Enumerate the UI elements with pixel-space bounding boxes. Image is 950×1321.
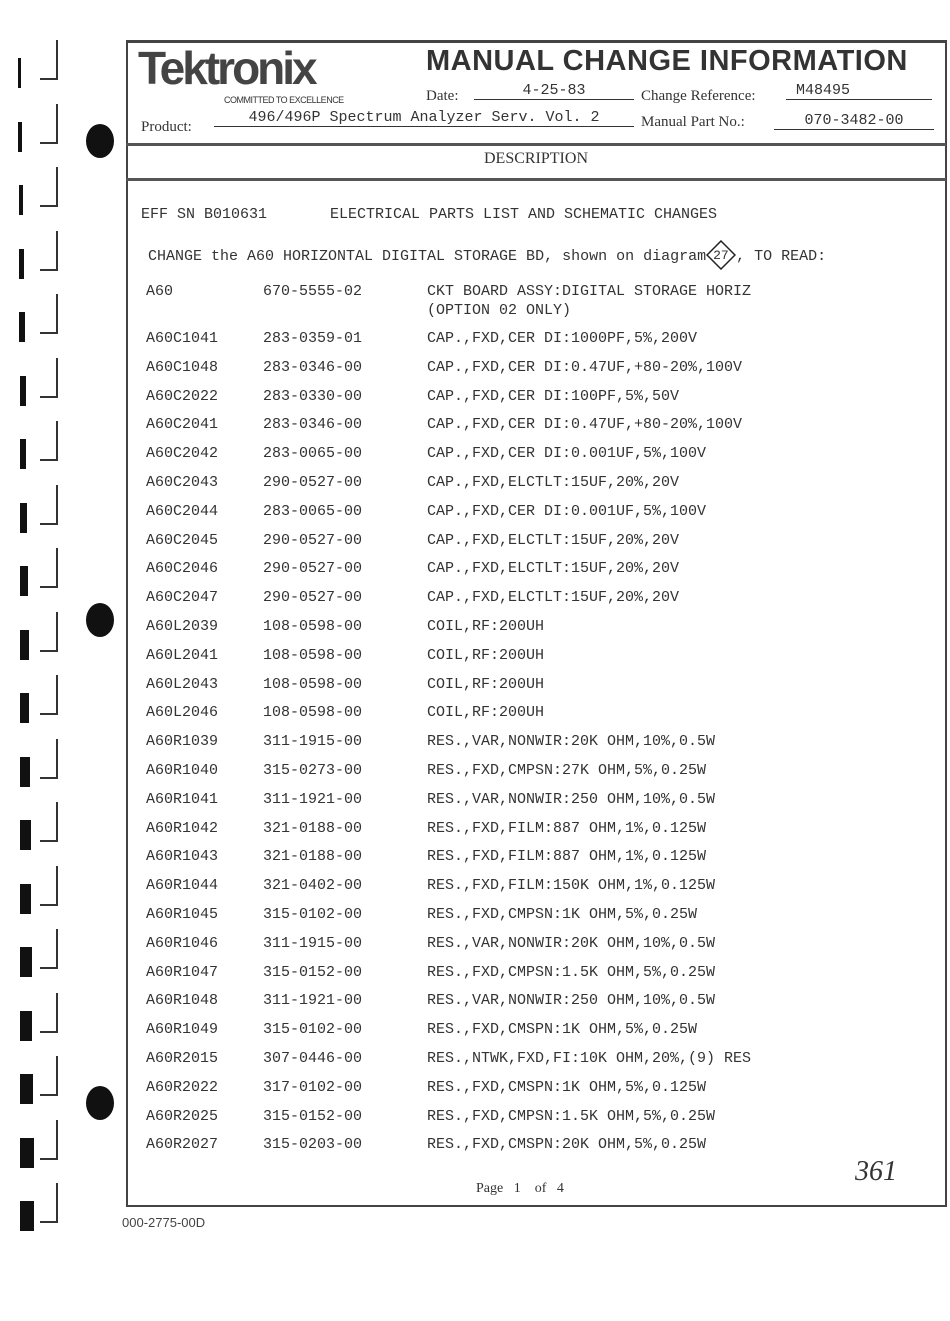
binder-ring <box>18 58 21 88</box>
part-number: 108-0598-00 <box>263 704 363 722</box>
binder-ring <box>20 693 29 723</box>
ref: A60 <box>146 283 174 300</box>
binder-ring <box>20 503 27 533</box>
ref: A60C2044 <box>146 502 219 520</box>
binder-ring <box>40 1221 56 1223</box>
ref: A60C2043 <box>146 474 219 491</box>
ref: A60L2046 <box>146 704 219 722</box>
page-title: MANUAL CHANGE INFORMATION <box>426 45 908 77</box>
binder-ring <box>19 185 23 215</box>
eff-sn: EFF SN B010631 <box>141 206 268 223</box>
ref: A60C2047 <box>146 589 219 607</box>
handwritten-note: 361 <box>855 1156 897 1187</box>
part-number: 290-0527-00 <box>263 560 363 578</box>
ref: A60C1048 <box>146 358 219 376</box>
part-number: 315-0152-00 <box>263 1107 363 1125</box>
ref: A60R2022 <box>146 1078 219 1096</box>
binder-ring <box>40 1158 56 1160</box>
binder-ring <box>56 993 58 1033</box>
binder-ring <box>40 777 56 779</box>
part-number: 108-0598-00 <box>263 675 363 693</box>
part-number: 290-0527-00 <box>263 589 363 607</box>
binder-ring <box>56 548 58 588</box>
date-label: Date: <box>426 88 459 104</box>
change-text: CHANGE the A60 HORIZONTAL DIGITAL STORAGE BD, shown on diagram <box>148 247 707 265</box>
description: RES.,VAR,NONWIR:20K OHM,10%,0.5W <box>427 733 716 751</box>
part-number: 321-0188-00 <box>263 848 363 866</box>
divider <box>126 178 946 181</box>
binder-ring <box>56 802 58 842</box>
ref: A60R1047 <box>146 963 219 981</box>
ref: A60L2041 <box>146 646 219 664</box>
binder-ring <box>40 523 56 525</box>
description: CAP.,FXD,ELCTLT:15UF,20%,20V <box>427 531 680 549</box>
description: CKT BOARD ASSY:DIGITAL STORAGE HORIZ <box>427 283 752 300</box>
description-note: (OPTION 02 ONLY) <box>427 302 572 319</box>
description: CAP.,FXD,CER DI:0.001UF,5%,100V <box>427 445 707 463</box>
binder-ring <box>40 713 56 715</box>
binder-ring <box>20 947 31 977</box>
description: RES.,FXD,CMSPN:1K OHM,5%,0.25W <box>427 1021 698 1039</box>
ref: A60R1042 <box>146 819 219 837</box>
form-number: 000-2775-00D <box>122 1215 206 1230</box>
description: CAP.,FXD,CER DI:100PF,5%,50V <box>427 387 680 405</box>
description: COIL,RF:200UH <box>427 618 545 635</box>
binder-ring <box>56 612 58 652</box>
binder-ring <box>56 167 58 207</box>
part-number: 315-0203-00 <box>263 1136 363 1154</box>
part-number: 108-0598-00 <box>263 646 363 664</box>
section-title: ELECTRICAL PARTS LIST AND SCHEMATIC CHANGES <box>330 206 718 223</box>
binder-ring <box>56 421 58 461</box>
binder-ring <box>56 1183 58 1223</box>
binder-ring <box>20 1074 33 1104</box>
description: CAP.,FXD,CER DI:0.47UF,+80-20%,100V <box>427 416 743 434</box>
binder-ring <box>56 485 58 525</box>
binder-ring <box>40 904 56 906</box>
part-number: 290-0527-00 <box>263 474 363 491</box>
description: RES.,FXD,CMPSN:1K OHM,5%,0.25W <box>427 906 698 923</box>
part-number: 321-0402-00 <box>263 877 363 895</box>
change-ref-field: M48495 <box>786 82 932 100</box>
ref: A60C1041 <box>146 330 219 347</box>
description: CAP.,FXD,ELCTLT:15UF,20%,20V <box>427 474 680 491</box>
product-label: Product: <box>141 119 192 135</box>
ref: A60R2015 <box>146 1050 219 1067</box>
description: CAP.,FXD,ELCTLT:15UF,20%,20V <box>427 560 680 578</box>
description: COIL,RF:200UH <box>427 675 545 693</box>
binder-ring <box>20 376 26 406</box>
description: RES.,VAR,NONWIR:250 OHM,10%,0.5W <box>427 992 716 1010</box>
description: RES.,FXD,CMPSN:1.5K OHM,5%,0.25W <box>427 1107 716 1125</box>
binder-ring <box>20 1201 34 1231</box>
punch-hole <box>86 124 114 158</box>
part-number: 311-1915-00 <box>263 934 363 952</box>
diagram-number: 27 <box>713 248 729 263</box>
part-number: 315-0102-00 <box>263 1021 363 1039</box>
ref: A60R1041 <box>146 790 219 808</box>
part-number: 311-1921-00 <box>263 992 363 1010</box>
binder-ring <box>56 929 58 969</box>
ref: A60R2027 <box>146 1136 219 1154</box>
part-number: 283-0065-00 <box>263 445 363 463</box>
part-number: 283-0359-01 <box>263 330 363 347</box>
binder-ring <box>56 294 58 334</box>
description: RES.,FXD,CMPSN:1.5K OHM,5%,0.25W <box>427 963 716 981</box>
description: CAP.,FXD,CER DI:1000PF,5%,200V <box>427 330 698 347</box>
change-text-end: , TO READ: <box>736 247 827 265</box>
page-label: Page <box>476 1181 504 1196</box>
part-number: 317-0102-00 <box>263 1078 363 1096</box>
description: COIL,RF:200UH <box>427 704 545 722</box>
binder-ring <box>18 122 22 152</box>
binder-ring <box>56 231 58 271</box>
ref: A60R1040 <box>146 762 219 779</box>
binder-ring <box>56 866 58 906</box>
ref: A60R1045 <box>146 906 219 923</box>
part-number: 283-0346-00 <box>263 358 363 376</box>
change-instruction <box>148 246 826 266</box>
binder-ring <box>20 439 27 469</box>
binder-ring <box>40 650 56 652</box>
part-number: 315-0273-00 <box>263 762 363 779</box>
description: CAP.,FXD,CER DI:0.001UF,5%,100V <box>427 502 707 520</box>
page-indicator <box>476 1181 564 1197</box>
binder-ring <box>20 820 30 850</box>
description: RES.,NTWK,FXD,FI:10K OHM,20%,(9) RES <box>427 1050 752 1067</box>
binder-ring <box>40 840 56 842</box>
part-number: 321-0188-00 <box>263 819 363 837</box>
ref: A60C2045 <box>146 531 219 549</box>
ref: A60C2041 <box>146 416 219 434</box>
description: RES.,FXD,FILM:887 OHM,1%,0.125W <box>427 819 707 837</box>
part-number: 290-0527-00 <box>263 531 363 549</box>
punch-hole <box>86 1086 114 1120</box>
binder-ring <box>56 1120 58 1160</box>
description: CAP.,FXD,CER DI:0.47UF,+80-20%,100V <box>427 358 743 376</box>
divider <box>126 143 946 146</box>
ref: A60R1046 <box>146 934 219 952</box>
binder-ring <box>56 1056 58 1096</box>
binder-ring <box>56 358 58 398</box>
binder-ring <box>20 1011 32 1041</box>
part-number: 307-0446-00 <box>263 1050 363 1067</box>
page-total: 4 <box>556 1181 564 1196</box>
part-number: 283-0330-00 <box>263 387 363 405</box>
binder-ring <box>20 566 28 596</box>
ref: A60R2025 <box>146 1107 219 1125</box>
description: RES.,FXD,CMSPN:20K OHM,5%,0.25W <box>427 1136 707 1154</box>
description: RES.,FXD,CMSPN:1K OHM,5%,0.125W <box>427 1078 707 1096</box>
description: CAP.,FXD,ELCTLT:15UF,20%,20V <box>427 589 680 607</box>
part-number: 311-1915-00 <box>263 733 363 751</box>
binder-ring <box>40 1094 56 1096</box>
binder-ring <box>40 967 56 969</box>
binder-ring <box>20 757 30 787</box>
diagram-badge <box>706 246 736 266</box>
ref: A60L2043 <box>146 675 219 693</box>
part-number: 670-5555-02 <box>263 283 363 300</box>
part-no-label: Manual Part No.: <box>641 114 745 130</box>
binder-ring <box>40 332 56 334</box>
part-no-field: 070-3482-00 <box>774 112 934 130</box>
ref: A60R1044 <box>146 877 219 895</box>
ref: A60C2042 <box>146 445 219 463</box>
part-number: 283-0065-00 <box>263 502 363 520</box>
binder-ring <box>20 630 28 660</box>
part-number: 311-1921-00 <box>263 790 363 808</box>
binder-ring <box>19 312 24 342</box>
of-label: of <box>534 1181 547 1196</box>
ref: A60R1043 <box>146 848 219 866</box>
binder-ring <box>20 884 31 914</box>
binder-ring <box>56 675 58 715</box>
description: RES.,VAR,NONWIR:20K OHM,10%,0.5W <box>427 934 716 952</box>
part-number: 315-0152-00 <box>263 963 363 981</box>
ref: A60R1049 <box>146 1021 219 1039</box>
binder-ring <box>40 205 56 207</box>
tagline: COMMITTED TO EXCELLENCE <box>224 95 344 105</box>
binder-ring <box>40 586 56 588</box>
part-number: 315-0102-00 <box>263 906 363 923</box>
ref: A60C2022 <box>146 387 219 405</box>
date-field: 4-25-83 <box>474 82 634 100</box>
binder-ring <box>20 1138 33 1168</box>
binder-ring <box>56 104 58 144</box>
binder-ring <box>19 249 24 279</box>
ref: A60R1048 <box>146 992 219 1010</box>
ref: A60L2039 <box>146 618 219 635</box>
part-number: 108-0598-00 <box>263 618 363 635</box>
binder-ring <box>40 459 56 461</box>
product-field: 496/496P Spectrum Analyzer Serv. Vol. 2 <box>214 109 634 127</box>
description: RES.,FXD,CMPSN:27K OHM,5%,0.25W <box>427 762 707 779</box>
binder-ring <box>40 269 56 271</box>
binder-ring <box>40 142 56 144</box>
binder-ring <box>56 40 58 80</box>
description: RES.,FXD,FILM:150K OHM,1%,0.125W <box>427 877 716 895</box>
punch-hole <box>86 603 114 637</box>
part-number: 283-0346-00 <box>263 416 363 434</box>
binder-ring <box>40 1031 56 1033</box>
page-number: 1 <box>513 1181 521 1196</box>
binder-ring <box>40 396 56 398</box>
description: COIL,RF:200UH <box>427 646 545 664</box>
description: RES.,VAR,NONWIR:250 OHM,10%,0.5W <box>427 790 716 808</box>
binder-ring <box>56 739 58 779</box>
binder-ring <box>40 78 56 80</box>
ref: A60R1039 <box>146 733 219 751</box>
description: RES.,FXD,FILM:887 OHM,1%,0.125W <box>427 848 707 866</box>
ref: A60C2046 <box>146 560 219 578</box>
tektronix-logo: Tektronix <box>138 42 315 94</box>
description-heading: DESCRIPTION <box>483 150 588 167</box>
change-ref-label: Change Reference: <box>641 88 756 104</box>
